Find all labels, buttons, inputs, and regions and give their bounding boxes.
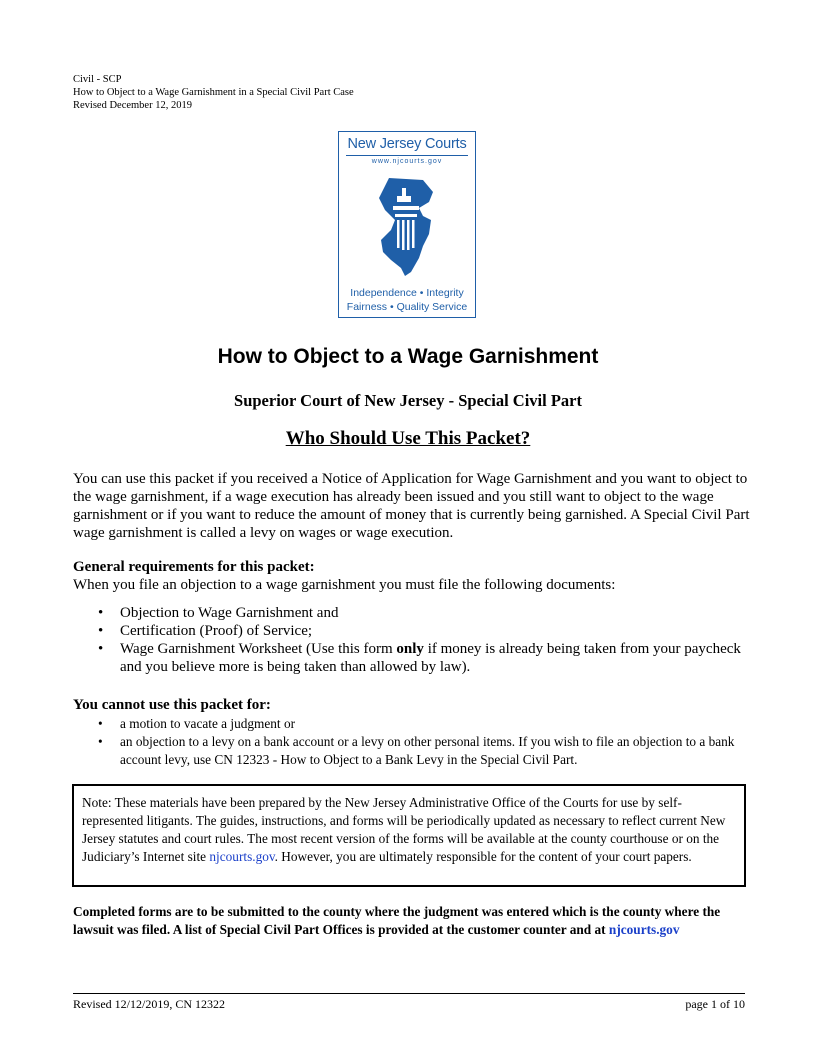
page-subtitle: Superior Court of New Jersey - Special Civil Part	[234, 391, 582, 410]
page-title: How to Object to a Wage Garnishment	[217, 345, 599, 368]
item-emphasis: only	[396, 641, 424, 657]
intro-paragraph: You can use this packet if you received a Notice of Application for Wage Garnishment and you want to object to the wage garnishment, if a wage execution has already been issued and you still want to object to the wage garnishment or if you want to reduce the amount of money that is currently being garnished. A Special Civil Part wage garnishment is called a levy on wages or wage execution.	[73, 471, 750, 541]
note-box	[72, 784, 746, 887]
document-header	[73, 73, 354, 112]
footer-divider	[73, 993, 745, 994]
section-heading: Who Should Use This Packet?	[285, 428, 531, 449]
list-item: • Objection to Wage Garnishment and	[73, 604, 753, 622]
header-line-3: Revised December 12, 2019	[73, 100, 192, 111]
nj-courts-logo	[338, 131, 476, 318]
note-text: . However, you are ultimately responsible for the content of your court papers.	[274, 849, 692, 864]
logo-motto-1: Independence • Integrity	[350, 287, 464, 299]
logo-motto-2: Fairness • Quality Service	[346, 301, 468, 313]
header-line-2: How to Object to a Wage Garnishment in a Special Civil Part Case	[73, 87, 354, 98]
logo-divider	[346, 155, 468, 156]
note-text: Note: These materials have been prepared by the New Jersey Administrative Office of the Courts for use by self-represented litigants. The guides, instructions, and forms will be periodically updated as necessary to reflect current New Jersey statutes and court rules. The most recent version of the forms will be available at the county courthouse or on the Judiciary’s Internet site	[82, 795, 726, 864]
logo-title: New Jersey Courts	[347, 136, 467, 152]
cannot-heading: You cannot use this packet for:	[73, 697, 271, 713]
completed-text: Completed forms are to be submitted to the county where the judgment was entered which is the county where the lawsuit was filed. A list of Special Civil Part Offices is provided at the customer counter and at	[73, 904, 721, 937]
list-item	[73, 640, 753, 676]
njcourts-link[interactable]: njcourts.gov	[608, 922, 680, 937]
list-item: • Certification (Proof) of Service;	[73, 622, 753, 640]
new-jersey-map-icon	[375, 176, 439, 278]
completed-forms-paragraph	[73, 903, 749, 939]
njcourts-link[interactable]: njcourts.gov	[209, 849, 275, 864]
cannot-list	[73, 715, 753, 769]
list-item: • an objection to a levy on a bank account or a levy on other personal items. If you wish to file an objection to a bank account levy, use CN 12323 - How to Object to a Bank Levy in the Special Civil Part.	[73, 733, 753, 769]
list-item: • a motion to vacate a judgment or	[73, 715, 753, 733]
logo-url: www.njcourts.gov	[371, 158, 443, 165]
item-text: Wage Garnishment Worksheet (Use this form	[120, 641, 397, 657]
footer-page-number: page 1 of 10	[685, 997, 745, 1011]
footer-revision: Revised 12/12/2019, CN 12322	[73, 997, 225, 1011]
header-line-1: Civil - SCP	[73, 74, 122, 85]
general-lead: When you file an objection to a wage garnishment you must file the following documents:	[73, 577, 616, 593]
general-heading: General requirements for this packet:	[73, 559, 315, 575]
required-documents-list	[73, 604, 753, 676]
item-text: if money is already being taken from your paycheck and you believe more is being taken than allowed by law).	[120, 641, 741, 675]
general-requirements	[73, 558, 753, 594]
